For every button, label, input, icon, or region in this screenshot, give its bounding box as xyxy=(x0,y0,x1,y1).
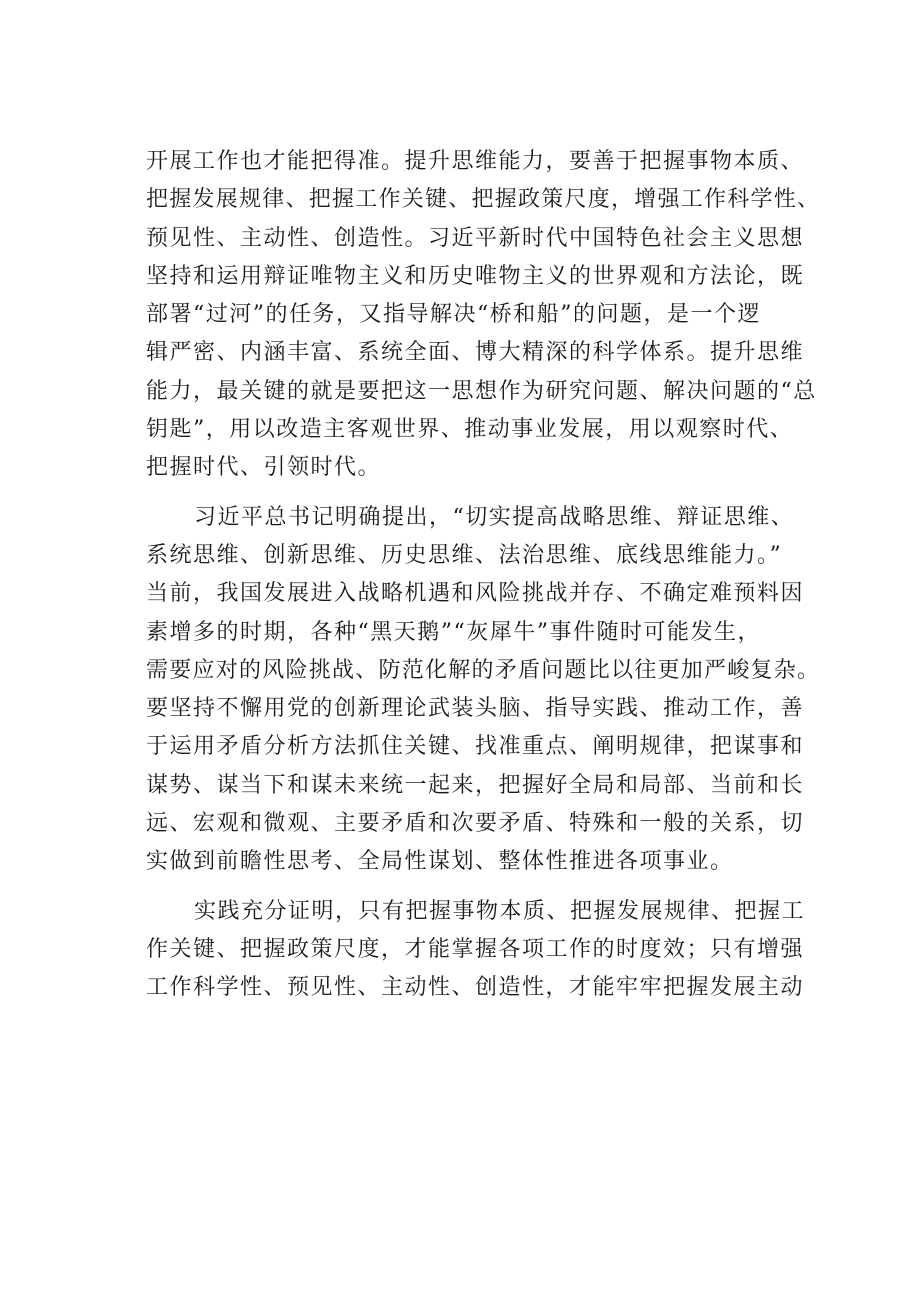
text-line: 当前，我国发展进入战略机遇和风险挑战并存、不确定难预料因 xyxy=(146,581,805,607)
text-line: 辑严密、内涵丰富、系统全面、博大精深的科学体系。提升思维 xyxy=(146,340,805,366)
text-line: 实做到前瞻性思考、全局性谋划、整体性推进各项事业。 xyxy=(146,849,734,875)
text-line: 系统思维、创新思维、历史思维、法治思维、底线思维能力。” xyxy=(146,542,783,568)
text-line: 坚持和运用辩证唯物主义和历史唯物主义的世界观和方法论，既 xyxy=(146,263,805,289)
text-line: 远、宏观和微观、主要矛盾和次要矛盾、特殊和一般的关系，切 xyxy=(146,811,805,837)
text-line: 要坚持不懈用党的创新理论武装头脑、指导实践、推动工作，善 xyxy=(146,696,805,722)
text-line: 于运用矛盾分析方法抓住关键、找准重点、阐明规律，把谋事和 xyxy=(146,734,805,760)
text-line: 把握时代、引领时代。 xyxy=(146,455,382,481)
paragraph-1 xyxy=(146,143,826,488)
text-line: 把握发展规律、把握工作关键、把握政策尺度，增强工作科学性、 xyxy=(146,187,821,213)
text-line: 需要应对的风险挑战、防范化解的矛盾问题比以往更加严峻复杂。 xyxy=(146,657,821,683)
text-line: 部署“过河”的任务，又指导解决“桥和船”的问题，是一个逻 xyxy=(146,302,761,328)
text-line: 工作科学性、预见性、主动性、创造性，才能牢牢把握发展主动 xyxy=(146,975,805,1001)
paragraph-3 xyxy=(146,893,826,1008)
text-line: 预见性、主动性、创造性。习近平新时代中国特色社会主义思想 xyxy=(146,225,805,251)
text-line: 实践充分证明，只有把握事物本质、把握发展规律、把握工 xyxy=(194,898,806,924)
text-line: 作关键、把握政策尺度，才能掌握各项工作的时度效；只有增强 xyxy=(146,936,805,962)
text-line: 素增多的时期，各种“黑天鹅”“灰犀牛”事件随时可能发生， xyxy=(146,619,761,645)
paragraph-spacer xyxy=(146,882,826,893)
paragraph-spacer xyxy=(146,488,826,499)
document-body xyxy=(146,143,826,1008)
text-line: 谋势、谋当下和谋未来统一起来，把握好全局和局部、当前和长 xyxy=(146,772,805,798)
paragraph-2 xyxy=(146,499,826,882)
text-line: 习近平总书记明确提出，“切实提高战略思维、辩证思维、 xyxy=(194,504,795,530)
text-line: 钥匙”，用以改造主客观世界、推动事业发展，用以观察时代、 xyxy=(146,417,794,443)
text-line: 开展工作也才能把得准。提升思维能力，要善于把握事物本质、 xyxy=(146,149,805,174)
text-line: 能力，最关键的就是要把这一思想作为研究问题、解决问题的“总 xyxy=(146,378,817,404)
